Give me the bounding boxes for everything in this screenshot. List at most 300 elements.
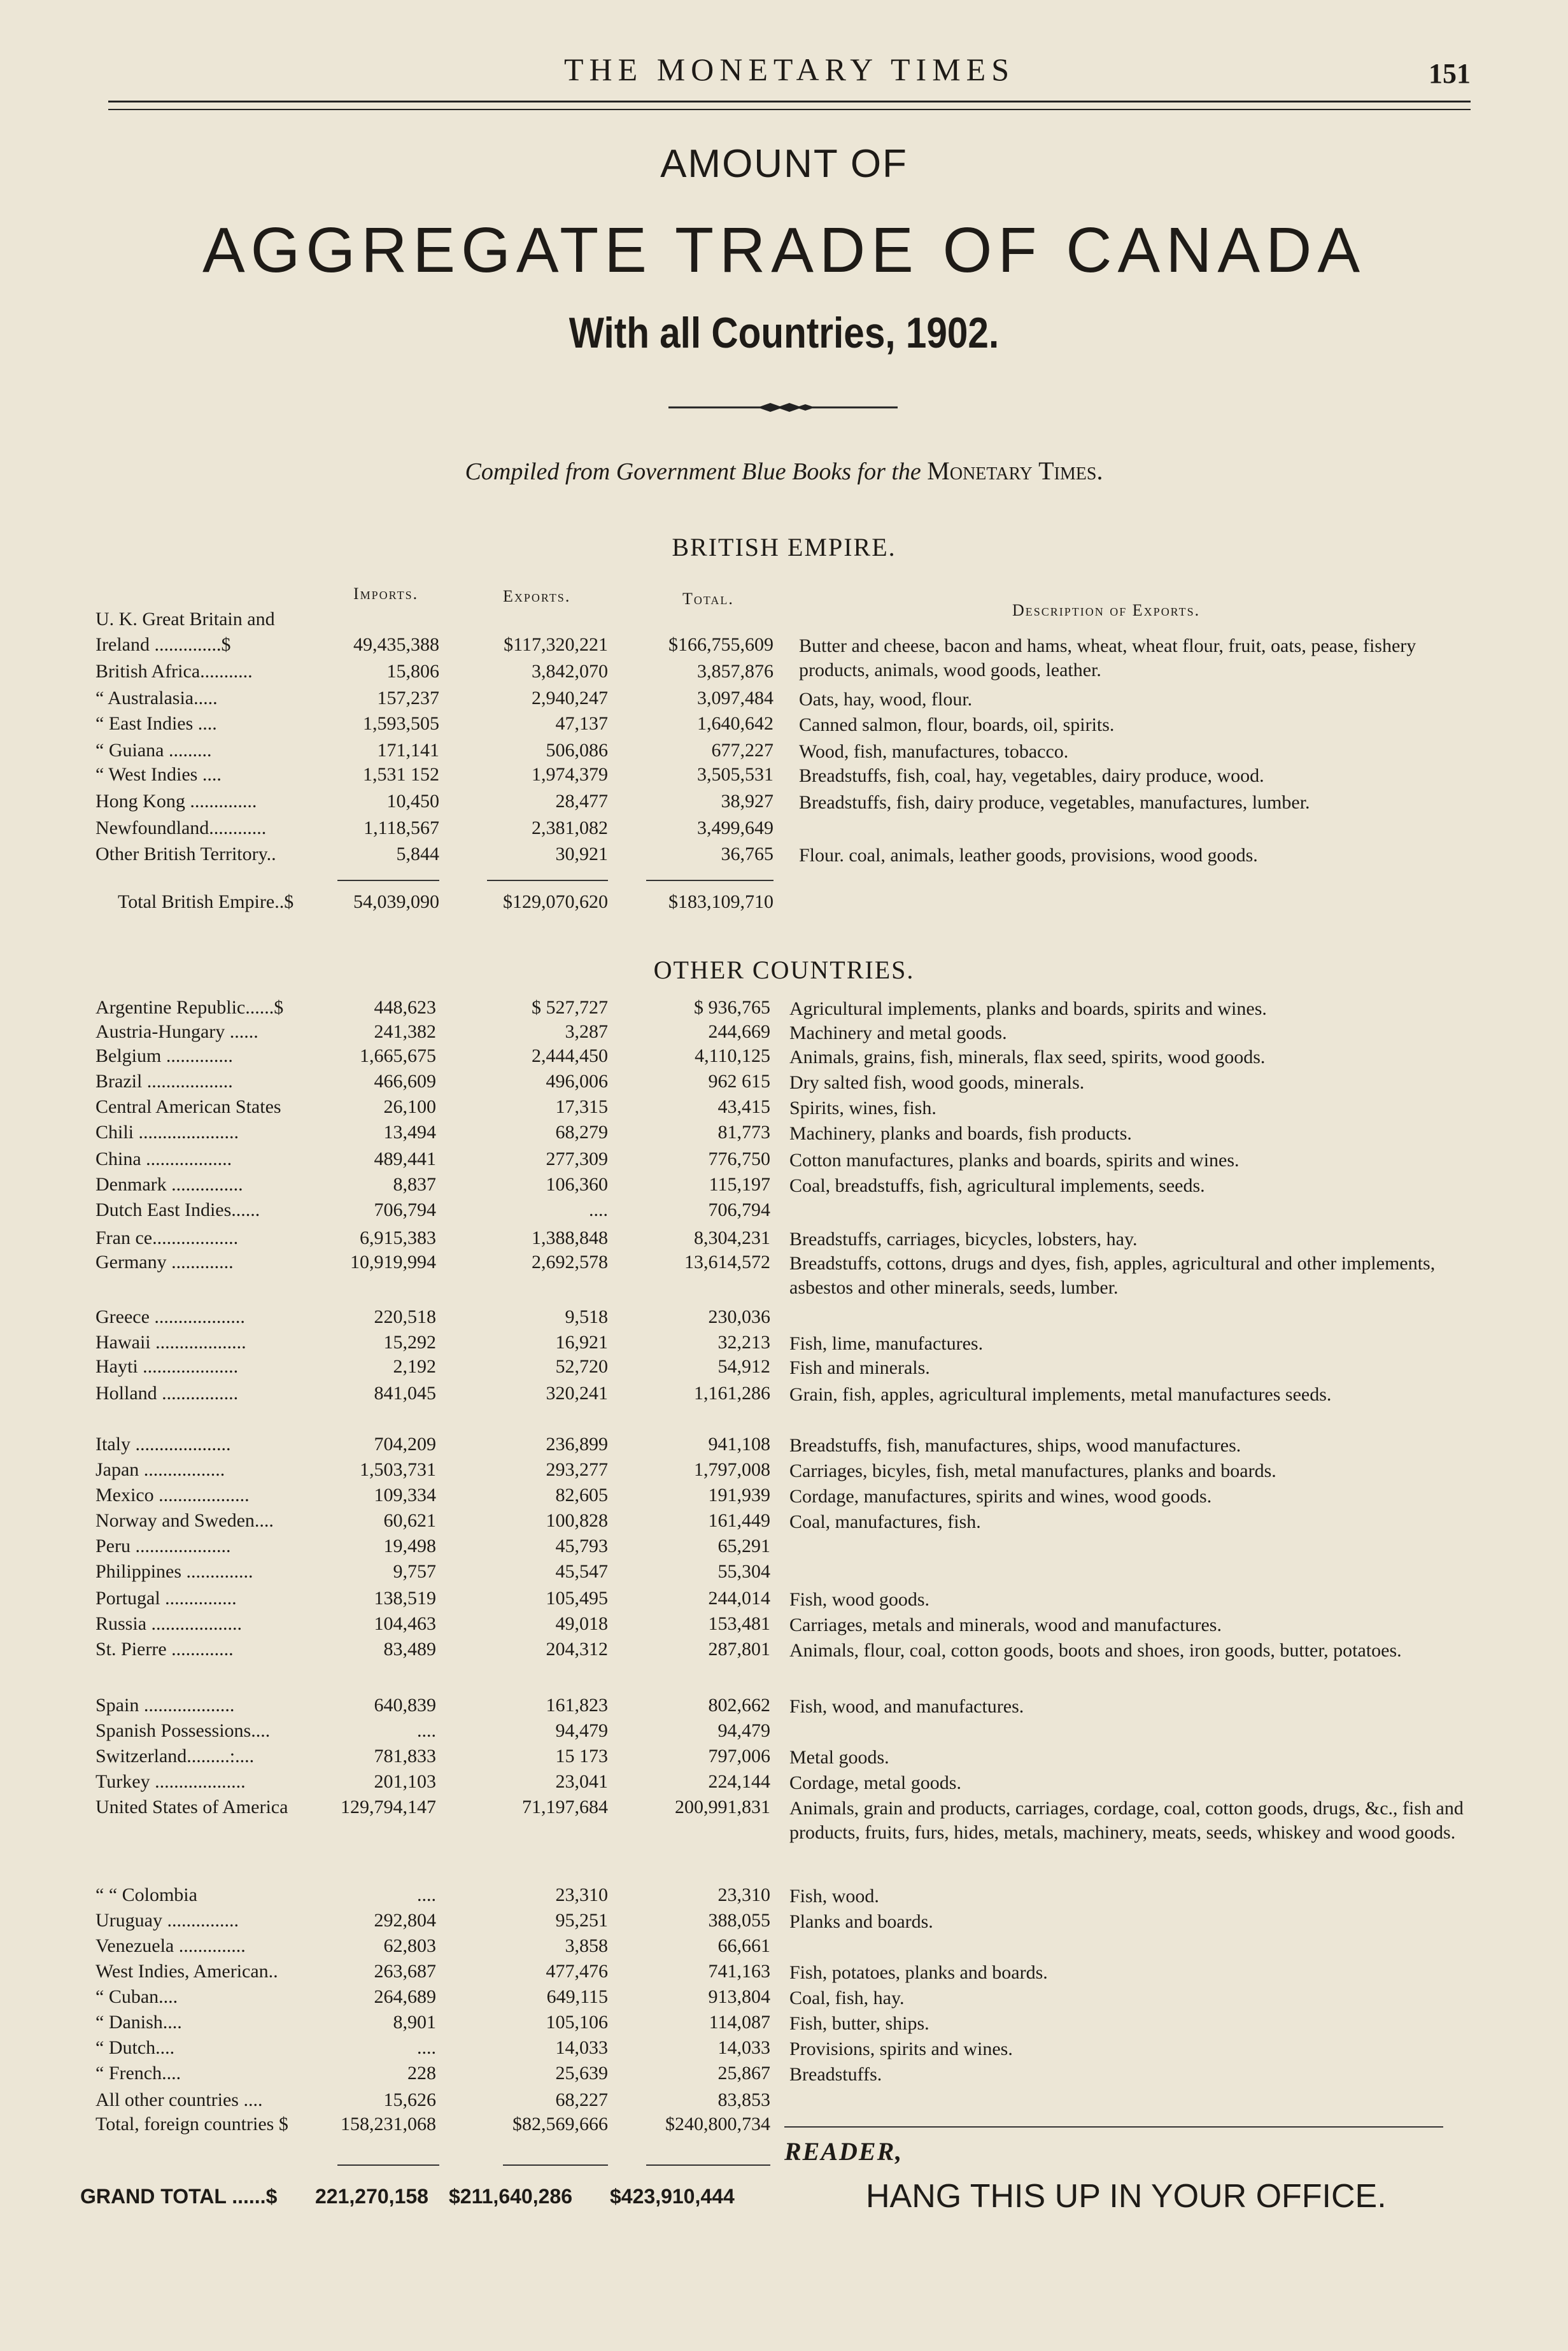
row-description: Fish, wood. bbox=[789, 1886, 879, 1907]
row-name: Argentine Republic......$ bbox=[95, 997, 284, 1018]
table-row bbox=[0, 1510, 1568, 1536]
row-imports: 2,192 bbox=[393, 1356, 436, 1377]
row-name: Turkey ................... bbox=[95, 1771, 246, 1792]
table-row-uk-label bbox=[0, 609, 1568, 634]
compiled-prefix: Compiled from Government Blue Books for the bbox=[465, 458, 921, 485]
row-imports: 10,450 bbox=[386, 791, 439, 812]
table-row bbox=[0, 1746, 1568, 1771]
row-imports: 228 bbox=[407, 2063, 436, 2084]
row-total: 38,927 bbox=[721, 791, 773, 812]
sum-rule bbox=[337, 2164, 439, 2166]
row-name: Philippines .............. bbox=[95, 1561, 253, 1582]
row-description: Oats, hay, wood, flour. bbox=[799, 689, 973, 710]
table-row bbox=[0, 791, 1568, 816]
row-name: British Africa........... bbox=[95, 661, 253, 682]
row-total: 388,055 bbox=[708, 1910, 770, 1931]
row-exports: 15 173 bbox=[555, 1746, 608, 1767]
row-description: Fish, wood, and manufactures. bbox=[789, 1696, 1024, 1717]
total-total: $240,800,734 bbox=[665, 2114, 770, 2135]
row-total: 43,415 bbox=[717, 1096, 770, 1117]
title-line-1: AMOUNT OF bbox=[660, 142, 908, 186]
row-exports: 45,793 bbox=[555, 1536, 608, 1557]
row-total: $166,755,609 bbox=[668, 634, 773, 655]
row-imports: 489,441 bbox=[374, 1148, 436, 1169]
hang-notice: HANG THIS UP IN YOUR OFFICE. bbox=[866, 2178, 1387, 2215]
row-exports: 3,287 bbox=[565, 1021, 608, 1042]
table-row bbox=[0, 1045, 1568, 1071]
row-exports: 161,823 bbox=[546, 1695, 608, 1716]
row-imports: 49,435,388 bbox=[353, 634, 439, 655]
sum-rule bbox=[646, 2164, 770, 2166]
row-name: Belgium .............. bbox=[95, 1045, 233, 1066]
row-total: 161,449 bbox=[708, 1510, 770, 1531]
row-description: Fish, lime, manufactures. bbox=[789, 1333, 984, 1354]
row-name: Hawaii ................... bbox=[95, 1332, 246, 1353]
table-row bbox=[0, 740, 1568, 765]
row-exports: 204,312 bbox=[546, 1639, 608, 1660]
row-total: 23,310 bbox=[717, 1884, 770, 1905]
table-row bbox=[0, 1252, 1568, 1298]
row-exports: 236,899 bbox=[546, 1434, 608, 1455]
row-name: “ West Indies .... bbox=[95, 764, 222, 785]
row-description: Agricultural implements, planks and boards, spirits and wines. bbox=[789, 998, 1267, 1019]
row-name: Italy .................... bbox=[95, 1434, 231, 1455]
row-description: Spirits, wines, fish. bbox=[789, 1098, 936, 1119]
row-name: “ East Indies .... bbox=[95, 713, 217, 734]
row-name: Central American States bbox=[95, 1096, 281, 1117]
row-imports: 8,901 bbox=[393, 2012, 436, 2033]
british-total-row bbox=[0, 891, 1568, 917]
row-imports: 26,100 bbox=[383, 1096, 436, 1117]
row-imports: 104,463 bbox=[374, 1613, 436, 1634]
total-total: $183,109,710 bbox=[668, 891, 773, 912]
total-exports: $129,070,620 bbox=[503, 891, 608, 912]
row-name: Denmark ............... bbox=[95, 1174, 243, 1195]
title-line-2: AGGREGATE TRADE OF CANADA bbox=[202, 215, 1366, 286]
sum-rule bbox=[487, 880, 608, 881]
sum-rule bbox=[503, 2164, 608, 2166]
row-name: Norway and Sweden.... bbox=[95, 1510, 274, 1531]
row-exports: 1,974,379 bbox=[532, 764, 608, 785]
row-name: Venezuela .............. bbox=[95, 1935, 246, 1956]
row-description: Animals, flour, coal, cotton goods, boots and shoes, iron goods, butter, potatoes. bbox=[789, 1640, 1402, 1661]
row-name: “ Danish.... bbox=[95, 2012, 182, 2033]
row-name: “ Cuban.... bbox=[95, 1986, 178, 2007]
row-imports: 1,593,505 bbox=[363, 713, 439, 734]
row-imports: .... bbox=[417, 2037, 436, 2058]
table-row bbox=[0, 661, 1568, 686]
table-row bbox=[0, 1122, 1568, 1147]
row-description: Flour. coal, animals, leather goods, provisions, wood goods. bbox=[799, 845, 1258, 866]
row-name: Newfoundland............ bbox=[95, 817, 267, 838]
row-description: Metal goods. bbox=[789, 1747, 889, 1768]
row-total: 14,033 bbox=[717, 2037, 770, 2058]
row-imports: 264,689 bbox=[374, 1986, 436, 2007]
row-exports: 23,041 bbox=[555, 1771, 608, 1792]
table-row bbox=[0, 1771, 1568, 1797]
table-row bbox=[0, 1148, 1568, 1174]
row-description: Machinery, planks and boards, fish products. bbox=[789, 1123, 1132, 1144]
table-row bbox=[0, 1332, 1568, 1357]
row-name: Austria-Hungary ...... bbox=[95, 1021, 258, 1042]
other-countries-heading: OTHER COUNTRIES. bbox=[653, 956, 915, 984]
row-name: “ Guiana ......... bbox=[95, 740, 212, 761]
row-description: Animals, grain and products, carriages, cordage, coal, cotton goods, drugs, &c., fish and products, fruits, furs, hides, metals, machinery, meats, seeds, whiskey and wood goods. bbox=[789, 1798, 1464, 1843]
row-imports: 109,334 bbox=[374, 1485, 436, 1506]
row-name: Portugal ............... bbox=[95, 1588, 237, 1609]
row-total: 81,773 bbox=[717, 1122, 770, 1143]
row-exports: .... bbox=[589, 1199, 608, 1220]
table-row bbox=[0, 1485, 1568, 1510]
row-exports: 649,115 bbox=[546, 1986, 608, 2007]
row-total: 153,481 bbox=[708, 1613, 770, 1634]
table-row bbox=[0, 1884, 1568, 1910]
table-row bbox=[0, 1306, 1568, 1332]
row-description: Dry salted fish, wood goods, minerals. bbox=[789, 1072, 1085, 1093]
table-row bbox=[0, 1588, 1568, 1613]
page-number: 151 bbox=[1429, 58, 1471, 89]
row-description: Fish, butter, ships. bbox=[789, 2013, 929, 2034]
table-row bbox=[0, 844, 1568, 869]
row-name: Russia ................... bbox=[95, 1613, 243, 1634]
row-exports: 25,639 bbox=[555, 2063, 608, 2084]
row-total: 287,801 bbox=[708, 1639, 770, 1660]
table-row bbox=[0, 1935, 1568, 1961]
table-row bbox=[0, 1459, 1568, 1485]
col-description: Description of Exports. bbox=[1012, 601, 1201, 619]
row-description: Carriages, metals and minerals, wood and manufactures. bbox=[789, 1614, 1222, 1635]
row-total: 706,794 bbox=[708, 1199, 770, 1220]
row-total: 776,750 bbox=[708, 1148, 770, 1169]
row-name: U. K. Great Britain and bbox=[95, 609, 275, 630]
row-exports: 45,547 bbox=[555, 1561, 608, 1582]
row-total: $ 936,765 bbox=[694, 997, 770, 1018]
row-imports: 129,794,147 bbox=[341, 1797, 436, 1818]
row-description: Fish, potatoes, planks and boards. bbox=[789, 1962, 1048, 1983]
row-total: 115,197 bbox=[709, 1174, 770, 1195]
row-exports: 100,828 bbox=[546, 1510, 608, 1531]
row-name: Brazil .................. bbox=[95, 1071, 233, 1092]
row-exports: 95,251 bbox=[555, 1910, 608, 1931]
table-row bbox=[0, 1639, 1568, 1664]
row-description: Wood, fish, manufactures, tobacco. bbox=[799, 741, 1069, 762]
table-row bbox=[0, 1613, 1568, 1639]
row-imports: 220,518 bbox=[374, 1306, 436, 1327]
sum-rule bbox=[646, 880, 773, 881]
row-name: Spanish Possessions.... bbox=[95, 1720, 271, 1741]
table-row bbox=[0, 688, 1568, 713]
row-imports: 6,915,383 bbox=[360, 1227, 436, 1248]
row-exports: 496,006 bbox=[546, 1071, 608, 1092]
row-name: Peru .................... bbox=[95, 1536, 231, 1557]
publication-name: THE MONETARY TIMES bbox=[564, 52, 1015, 87]
row-exports: 106,360 bbox=[546, 1174, 608, 1195]
row-exports: 105,106 bbox=[546, 2012, 608, 2033]
row-name: Dutch East Indies...... bbox=[95, 1199, 260, 1220]
row-name: Uruguay ............... bbox=[95, 1910, 239, 1931]
row-total: 13,614,572 bbox=[684, 1252, 770, 1273]
row-total: 3,499,649 bbox=[697, 817, 773, 838]
row-name: “ French.... bbox=[95, 2063, 181, 2084]
row-exports: $117,320,221 bbox=[504, 634, 608, 655]
row-description: Carriages, bicyles, fish, metal manufactures, planks and boards. bbox=[789, 1460, 1276, 1481]
row-imports: 201,103 bbox=[374, 1771, 436, 1792]
british-empire-heading: BRITISH EMPIRE. bbox=[672, 533, 896, 561]
row-description: Provisions, spirits and wines. bbox=[789, 2038, 1013, 2059]
row-exports: 14,033 bbox=[555, 2037, 608, 2058]
row-total: 4,110,125 bbox=[695, 1045, 770, 1066]
table-row bbox=[0, 1199, 1568, 1225]
row-total: 677,227 bbox=[711, 740, 773, 761]
row-imports: 60,621 bbox=[383, 1510, 436, 1531]
row-imports: .... bbox=[417, 1884, 436, 1905]
row-total: 962 615 bbox=[708, 1071, 770, 1092]
table-row bbox=[0, 1021, 1568, 1047]
row-imports: 19,498 bbox=[383, 1536, 436, 1557]
row-imports: 171,141 bbox=[377, 740, 439, 761]
row-imports: 704,209 bbox=[374, 1434, 436, 1455]
col-total: Total. bbox=[682, 590, 734, 608]
row-exports: 3,842,070 bbox=[532, 661, 608, 682]
row-total: 224,144 bbox=[708, 1771, 770, 1792]
row-imports: 15,806 bbox=[386, 661, 439, 682]
row-name: Chili ..................... bbox=[95, 1122, 239, 1143]
row-total: 114,087 bbox=[709, 2012, 770, 2033]
grand-total-exports: $211,640,286 bbox=[449, 2185, 572, 2208]
row-exports: 477,476 bbox=[546, 1961, 608, 1982]
row-description: Breadstuffs, cottons, drugs and dyes, fish, apples, agricultural and other implements, asbestos and other minerals, seeds, lumber. bbox=[789, 1253, 1436, 1298]
table-row bbox=[0, 1227, 1568, 1253]
row-name: China .................. bbox=[95, 1148, 232, 1169]
row-description: Fish, wood goods. bbox=[789, 1589, 930, 1610]
table-row bbox=[0, 817, 1568, 843]
row-imports: 15,626 bbox=[383, 2089, 436, 2110]
row-name: Fran ce.................. bbox=[95, 1227, 239, 1248]
row-imports: 706,794 bbox=[374, 1199, 436, 1220]
row-description: Cordage, metal goods. bbox=[789, 1772, 961, 1793]
total-imports: 54,039,090 bbox=[353, 891, 439, 912]
row-exports: 105,495 bbox=[546, 1588, 608, 1609]
row-total: 3,505,531 bbox=[697, 764, 773, 785]
row-exports: 23,310 bbox=[555, 1884, 608, 1905]
row-imports: 263,687 bbox=[374, 1961, 436, 1982]
row-name: Other British Territory.. bbox=[95, 844, 276, 865]
header-rule bbox=[108, 101, 1471, 110]
row-total: 83,853 bbox=[717, 2089, 770, 2110]
row-imports: 5,844 bbox=[396, 844, 439, 865]
table-row bbox=[0, 1536, 1568, 1561]
row-name: West Indies, American.. bbox=[95, 1961, 278, 1982]
row-exports: 16,921 bbox=[555, 1332, 608, 1353]
row-imports: 8,837 bbox=[393, 1174, 436, 1195]
row-name: Germany ............. bbox=[95, 1252, 234, 1273]
row-description: Planks and boards. bbox=[789, 1911, 933, 1932]
row-total: 32,213 bbox=[717, 1332, 770, 1353]
row-exports: $ 527,727 bbox=[532, 997, 608, 1018]
grand-total-imports: 221,270,158 bbox=[315, 2185, 428, 2208]
table-row bbox=[0, 1434, 1568, 1459]
total-label: Total, foreign countries $ bbox=[95, 2114, 288, 2135]
row-imports: 466,609 bbox=[374, 1071, 436, 1092]
row-imports: 448,623 bbox=[374, 997, 436, 1018]
row-name: Ireland ..............$ bbox=[95, 634, 231, 655]
row-total: 3,857,876 bbox=[697, 661, 773, 682]
row-total: 802,662 bbox=[708, 1695, 770, 1716]
row-description: Cordage, manufactures, spirits and wines, wood goods. bbox=[789, 1486, 1212, 1507]
row-exports: 47,137 bbox=[555, 713, 608, 734]
ornament-divider bbox=[668, 401, 898, 414]
row-name: Holland ................ bbox=[95, 1383, 239, 1404]
row-imports: 9,757 bbox=[393, 1561, 436, 1582]
row-description: Coal, fish, hay. bbox=[789, 1987, 905, 2009]
row-name: Mexico ................... bbox=[95, 1485, 250, 1506]
table-row bbox=[0, 2037, 1568, 2063]
row-name: Hayti .................... bbox=[95, 1356, 239, 1377]
table-row bbox=[0, 2089, 1568, 2115]
row-description: Breadstuffs, fish, coal, hay, vegetables, dairy produce, wood. bbox=[799, 765, 1264, 786]
row-exports: 3,858 bbox=[565, 1935, 608, 1956]
col-imports: Imports. bbox=[353, 584, 419, 603]
sum-rule bbox=[337, 880, 439, 881]
row-description: Breadstuffs, fish, dairy produce, vegetables, manufactures, lumber. bbox=[799, 792, 1310, 813]
row-exports: 17,315 bbox=[555, 1096, 608, 1117]
row-exports: 2,940,247 bbox=[532, 688, 608, 709]
row-total: 1,640,642 bbox=[697, 713, 773, 734]
row-description: Breadstuffs, fish, manufactures, ships, wood manufactures. bbox=[789, 1435, 1241, 1456]
row-imports: 1,503,731 bbox=[360, 1459, 436, 1480]
row-name: St. Pierre ............. bbox=[95, 1639, 234, 1660]
row-exports: 94,479 bbox=[555, 1720, 608, 1741]
row-total: 244,669 bbox=[708, 1021, 770, 1042]
row-description: Animals, grains, fish, minerals, flax seed, spirits, wood goods. bbox=[789, 1047, 1266, 1068]
row-total: 8,304,231 bbox=[694, 1227, 770, 1248]
compiled-publication: Monetary Times. bbox=[927, 456, 1103, 485]
col-exports: Exports. bbox=[503, 587, 571, 605]
row-imports: 62,803 bbox=[383, 1935, 436, 1956]
row-total: 913,804 bbox=[708, 1986, 770, 2007]
title-line-3: With all Countries, 1902. bbox=[569, 309, 999, 357]
row-imports: 1,665,675 bbox=[360, 1045, 436, 1066]
table-row bbox=[0, 1561, 1568, 1586]
row-total: 200,991,831 bbox=[675, 1797, 770, 1818]
table-row bbox=[0, 1356, 1568, 1381]
row-imports: 10,919,994 bbox=[350, 1252, 436, 1273]
total-exports: $82,569,666 bbox=[512, 2114, 608, 2135]
row-imports: 1,118,567 bbox=[364, 817, 439, 838]
total-imports: 158,231,068 bbox=[341, 2114, 436, 2135]
row-imports: 292,804 bbox=[374, 1910, 436, 1931]
table-row bbox=[0, 1096, 1568, 1122]
row-total: 54,912 bbox=[717, 1356, 770, 1377]
row-imports: 15,292 bbox=[383, 1332, 436, 1353]
row-imports: 640,839 bbox=[374, 1695, 436, 1716]
row-imports: 1,531 152 bbox=[363, 764, 439, 785]
table-row bbox=[0, 1695, 1568, 1720]
row-name: “ “ Colombia bbox=[95, 1884, 197, 1905]
table-row bbox=[0, 1174, 1568, 1199]
row-exports: 49,018 bbox=[555, 1613, 608, 1634]
row-exports: 1,388,848 bbox=[532, 1227, 608, 1248]
row-description: Butter and cheese, bacon and hams, wheat, wheat flour, fruit, oats, pease, fishery products, animals, wood goods, leather. bbox=[799, 635, 1416, 681]
row-exports: 2,692,578 bbox=[532, 1252, 608, 1273]
row-description: Coal, breadstuffs, fish, agricultural implements, seeds. bbox=[789, 1175, 1205, 1196]
row-name: Switzerland.........:.... bbox=[95, 1746, 255, 1767]
reader-rule bbox=[784, 2126, 1443, 2128]
grand-total-label: GRAND TOTAL ......$ bbox=[80, 2185, 278, 2208]
row-description: Fish and minerals. bbox=[789, 1357, 930, 1378]
row-exports: 68,279 bbox=[555, 1122, 608, 1143]
table-row bbox=[0, 1720, 1568, 1746]
table-row bbox=[0, 997, 1568, 1022]
row-name: Hong Kong .............. bbox=[95, 791, 257, 812]
row-description: Coal, manufactures, fish. bbox=[789, 1511, 981, 1532]
table-row bbox=[0, 713, 1568, 738]
table-row bbox=[0, 1383, 1568, 1408]
row-imports: 138,519 bbox=[374, 1588, 436, 1609]
row-total: 66,661 bbox=[717, 1935, 770, 1956]
row-description: Machinery and metal goods. bbox=[789, 1022, 1007, 1043]
row-total: 244,014 bbox=[708, 1588, 770, 1609]
row-total: 94,479 bbox=[717, 1720, 770, 1741]
row-exports: 28,477 bbox=[555, 791, 608, 812]
row-exports: 9,518 bbox=[565, 1306, 608, 1327]
row-total: 230,036 bbox=[708, 1306, 770, 1327]
row-total: 65,291 bbox=[717, 1536, 770, 1557]
table-row bbox=[0, 1910, 1568, 1935]
row-exports: 52,720 bbox=[555, 1356, 608, 1377]
compiled-note bbox=[0, 456, 1568, 486]
row-exports: 277,309 bbox=[546, 1148, 608, 1169]
table-row bbox=[0, 1961, 1568, 1986]
table-row bbox=[0, 2063, 1568, 2088]
row-imports: 83,489 bbox=[383, 1639, 436, 1660]
row-exports: 30,921 bbox=[555, 844, 608, 865]
table-row bbox=[0, 764, 1568, 789]
row-exports: 2,381,082 bbox=[532, 817, 608, 838]
row-name: “ Australasia..... bbox=[95, 688, 218, 709]
table-row bbox=[0, 2012, 1568, 2037]
row-name: Spain ................... bbox=[95, 1695, 235, 1716]
row-description: Breadstuffs. bbox=[789, 2064, 882, 2085]
row-description: Grain, fish, apples, agricultural implements, metal manufactures seeds. bbox=[789, 1384, 1332, 1405]
table-row bbox=[0, 1071, 1568, 1096]
row-name: All other countries .... bbox=[95, 2089, 263, 2110]
table-row bbox=[0, 1797, 1568, 1843]
row-exports: 293,277 bbox=[546, 1459, 608, 1480]
row-exports: 506,086 bbox=[546, 740, 608, 761]
row-name: Japan ................. bbox=[95, 1459, 225, 1480]
row-total: 36,765 bbox=[721, 844, 773, 865]
row-name: “ Dutch.... bbox=[95, 2037, 175, 2058]
row-exports: 68,227 bbox=[555, 2089, 608, 2110]
row-description: Cotton manufactures, planks and boards, spirits and wines. bbox=[789, 1150, 1240, 1171]
row-description: Canned salmon, flour, boards, oil, spirits. bbox=[799, 714, 1115, 735]
row-total: 797,006 bbox=[708, 1746, 770, 1767]
table-row bbox=[0, 1986, 1568, 2012]
row-imports: .... bbox=[417, 1720, 436, 1741]
row-total: 55,304 bbox=[717, 1561, 770, 1582]
grand-total-total: $423,910,444 bbox=[610, 2185, 735, 2208]
total-label: Total British Empire..$ bbox=[118, 891, 294, 912]
row-imports: 157,237 bbox=[377, 688, 439, 709]
row-imports: 841,045 bbox=[374, 1383, 436, 1404]
row-total: 191,939 bbox=[708, 1485, 770, 1506]
row-imports: 13,494 bbox=[383, 1122, 436, 1143]
row-imports: 781,833 bbox=[374, 1746, 436, 1767]
row-total: 941,108 bbox=[708, 1434, 770, 1455]
row-total: 1,161,286 bbox=[694, 1383, 770, 1404]
reader-label: READER, bbox=[784, 2137, 903, 2166]
